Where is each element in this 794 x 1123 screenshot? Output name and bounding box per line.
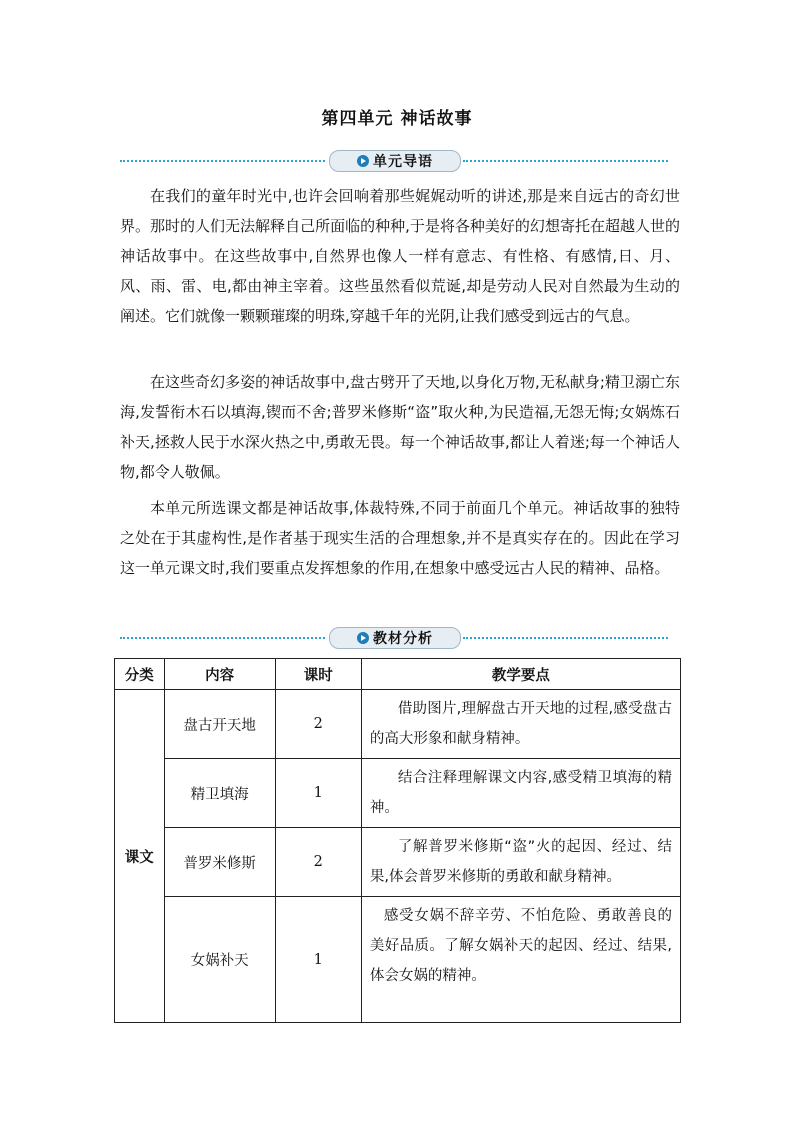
content-cell: 精卫填海 (164, 759, 275, 828)
column-header: 分类 (115, 659, 165, 690)
hours-cell: 2 (275, 690, 361, 759)
content-cell: 普罗米修斯 (164, 828, 275, 897)
section-heading: 单元导语 (373, 154, 433, 170)
section-heading: 教材分析 (373, 631, 433, 647)
content-cell: 盘古开天地 (164, 690, 275, 759)
section-header-analysis (120, 627, 668, 649)
table-row (115, 690, 681, 759)
table-row (115, 759, 681, 828)
points-cell: 结合注释理解课文内容,感受精卫填海的精神。 (361, 759, 680, 828)
intro-paragraph: 在我们的童年时光中,也许会回响着那些娓娓动听的讲述,那是来自远古的奇幻世界。那时的人们无法解释自己所面临的种种,于是将各种美好的幻想寄托在超越人世的神话故事中。在这些故事中,自然界也像人一样有意志、有性格、有感情,日、月、风、雨、雷、电,都由神主宰着。这些虽然看似荒诞,却是劳动人民对自然最为生动的阐述。它们就像一颗颗璀璨的明珠,穿越千年的光阴,让我们感受到远古的气息。 (120, 187, 680, 325)
hours-cell: 1 (275, 759, 361, 828)
analysis-table (114, 658, 681, 1023)
column-header: 课时 (275, 659, 361, 690)
dotted-divider-left (120, 637, 325, 639)
points-cell: 感受女娲不辞辛劳、不怕危险、勇敢善良的美好品质。了解女娲补天的起因、经过、结果,体会女娲的精神。 (361, 897, 680, 1023)
category-cell: 课文 (115, 690, 165, 1023)
section-header-intro (120, 150, 668, 172)
section-badge (329, 627, 461, 649)
table-header-row (115, 659, 681, 690)
section-badge (329, 150, 461, 172)
page-title: 第四单元 神话故事 (321, 109, 473, 129)
column-header: 内容 (164, 659, 275, 690)
table-row (115, 897, 681, 1023)
dotted-divider-left (120, 160, 325, 162)
hours-cell: 2 (275, 828, 361, 897)
hours-cell: 1 (275, 897, 361, 1023)
points-cell: 了解普罗米修斯“盗”火的起因、经过、结果,体会普罗米修斯的勇敢和献身精神。 (361, 828, 680, 897)
intro-paragraph: 在这些奇幻多姿的神话故事中,盘古劈开了天地,以身化万物,无私献身;精卫溺亡东海,发誓衔木石以填海,锲而不舍;普罗米修斯“盗”取火种,为民造福,无怨无悔;女娲炼石补天,拯救人民于水深火热之中,勇敢无畏。每一个神话故事,都让人着迷;每一个神话人物,都令人敬佩。 (120, 373, 680, 481)
arrow-right-icon (357, 155, 369, 167)
column-header: 教学要点 (361, 659, 680, 690)
table-row (115, 828, 681, 897)
content-cell: 女娲补天 (164, 897, 275, 1023)
dotted-divider-right (463, 160, 668, 162)
points-cell: 借助图片,理解盘古开天地的过程,感受盘古的高大形象和献身精神。 (361, 690, 680, 759)
intro-paragraph: 本单元所选课文都是神话故事,体裁特殊,不同于前面几个单元。神话故事的独特之处在于其虚构性,是作者基于现实生活的合理想象,并不是真实存在的。因此在学习这一单元课文时,我们要重点发挥想象的作用,在想象中感受远古人民的精神、品格。 (120, 499, 680, 577)
arrow-right-icon (357, 632, 369, 644)
dotted-divider-right (463, 637, 668, 639)
